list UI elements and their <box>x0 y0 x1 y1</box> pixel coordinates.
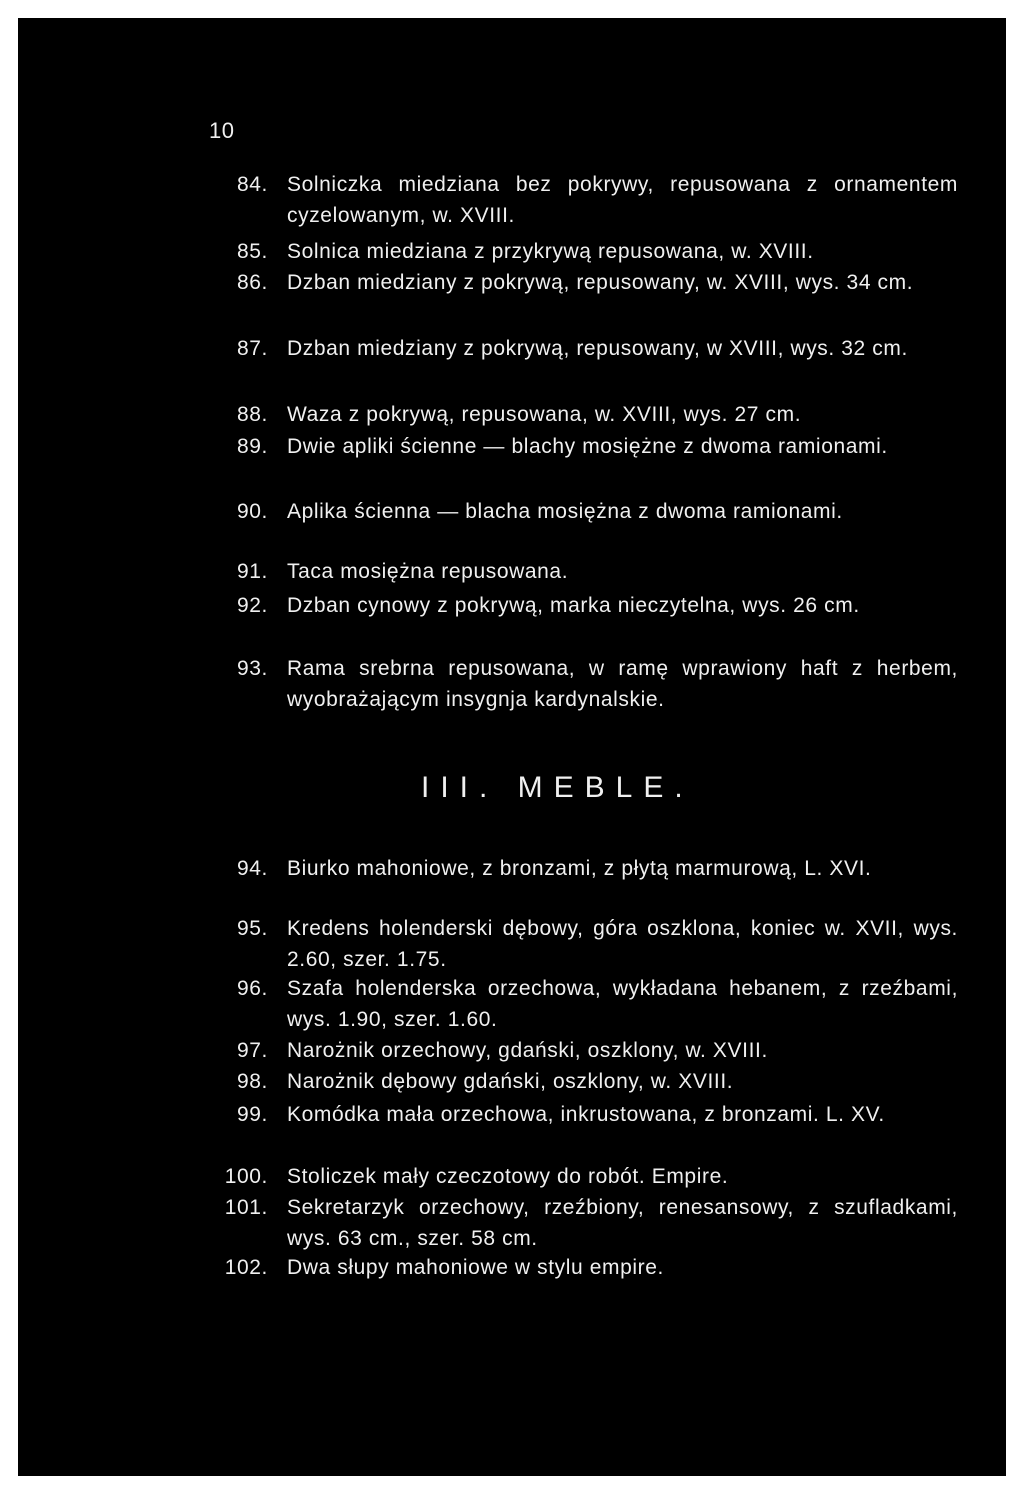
list-item <box>198 1066 958 1097</box>
document-page <box>18 18 1006 1476</box>
list-item <box>198 913 958 975</box>
item-number: 97. <box>237 1039 268 1062</box>
item-number: 98. <box>237 1070 268 1093</box>
item-number: 95. <box>237 917 268 940</box>
list-item <box>198 431 958 462</box>
list-item <box>198 333 958 364</box>
item-number: 94. <box>237 857 268 880</box>
item-text: Dzban miedziany z pokrywą, repusowany, w XVIII, wys. 32 cm. <box>287 337 908 360</box>
item-number: 84. <box>237 173 268 196</box>
item-number: 85. <box>237 240 268 263</box>
item-text: Kredens holenderski dębowy, góra oszklona, koniec w. XVII, wys. 2.60, szer. 1.75. <box>287 917 958 971</box>
list-item <box>198 653 958 715</box>
item-text: Narożnik orzechowy, gdański, oszklony, w. XVIII. <box>287 1039 768 1062</box>
list-item <box>198 399 958 430</box>
list-item <box>198 1035 958 1066</box>
list-item <box>198 496 958 527</box>
item-text: Waza z pokrywą, repusowana, w. XVIII, wys. 27 cm. <box>287 403 802 426</box>
item-number: 102. <box>224 1256 268 1279</box>
item-number: 90. <box>237 500 268 523</box>
item-text: Biurko mahoniowe, z bronzami, z płytą marmurową, L. XVI. <box>287 857 872 880</box>
item-text: Solniczka miedziana bez pokrywy, repusowana z ornamentem cyzelowanym, w. XVIII. <box>287 173 958 227</box>
list-item <box>198 590 958 621</box>
item-text: Dzban miedziany z pokrywą, repusowany, w. XVIII, wys. 34 cm. <box>287 271 914 294</box>
list-item <box>198 169 958 231</box>
item-number: 86. <box>237 271 268 294</box>
list-item <box>198 267 958 298</box>
item-text: Stoliczek mały czeczotowy do robót. Empire. <box>287 1165 729 1188</box>
item-number: 100. <box>224 1165 268 1188</box>
item-text: Szafa holenderska orzechowa, wykładana hebanem, z rzeźbami, wys. 1.90, szer. 1.60. <box>287 977 958 1031</box>
item-number: 89. <box>237 435 268 458</box>
list-item <box>198 556 958 587</box>
item-text: Aplika ścienna — blacha mosiężna z dwoma ramionami. <box>287 500 843 523</box>
item-text: Komódka mała orzechowa, inkrustowana, z bronzami. L. XV. <box>287 1103 885 1126</box>
item-text: Sekretarzyk orzechowy, rzeźbiony, renesansowy, z szufladkami, wys. 63 cm., szer. 58 cm. <box>287 1196 958 1250</box>
list-item <box>198 1252 958 1283</box>
item-text: Dzban cynowy z pokrywą, marka nieczytelna, wys. 26 cm. <box>287 594 860 617</box>
item-number: 101. <box>224 1196 268 1219</box>
item-text: Rama srebrna repusowana, w ramę wprawiony haft z herbem, wyobrażającym insygnja kardynalskie. <box>287 657 958 711</box>
list-item <box>198 1099 958 1130</box>
item-text: Narożnik dębowy gdański, oszklony, w. XVIII. <box>287 1070 734 1093</box>
item-number: 96. <box>237 977 268 1000</box>
list-item <box>198 1161 958 1192</box>
item-number: 92. <box>237 594 268 617</box>
item-number: 91. <box>237 560 268 583</box>
item-number: 88. <box>237 403 268 426</box>
list-item <box>198 973 958 1035</box>
section-heading: III. MEBLE. <box>421 771 694 804</box>
list-item <box>198 853 958 884</box>
item-text: Dwie apliki ścienne — blachy mosiężne z dwoma ramionami. <box>287 435 888 458</box>
item-number: 93. <box>237 657 268 680</box>
item-text: Solnica miedziana z przykrywą repusowana, w. XVIII. <box>287 240 814 263</box>
item-text: Dwa słupy mahoniowe w stylu empire. <box>287 1256 664 1279</box>
item-number: 99. <box>237 1103 268 1126</box>
item-text: Taca mosiężna repusowana. <box>287 560 569 583</box>
list-item <box>198 1192 958 1254</box>
page-number: 10 <box>209 118 235 143</box>
item-number: 87. <box>237 337 268 360</box>
list-item <box>198 236 958 267</box>
